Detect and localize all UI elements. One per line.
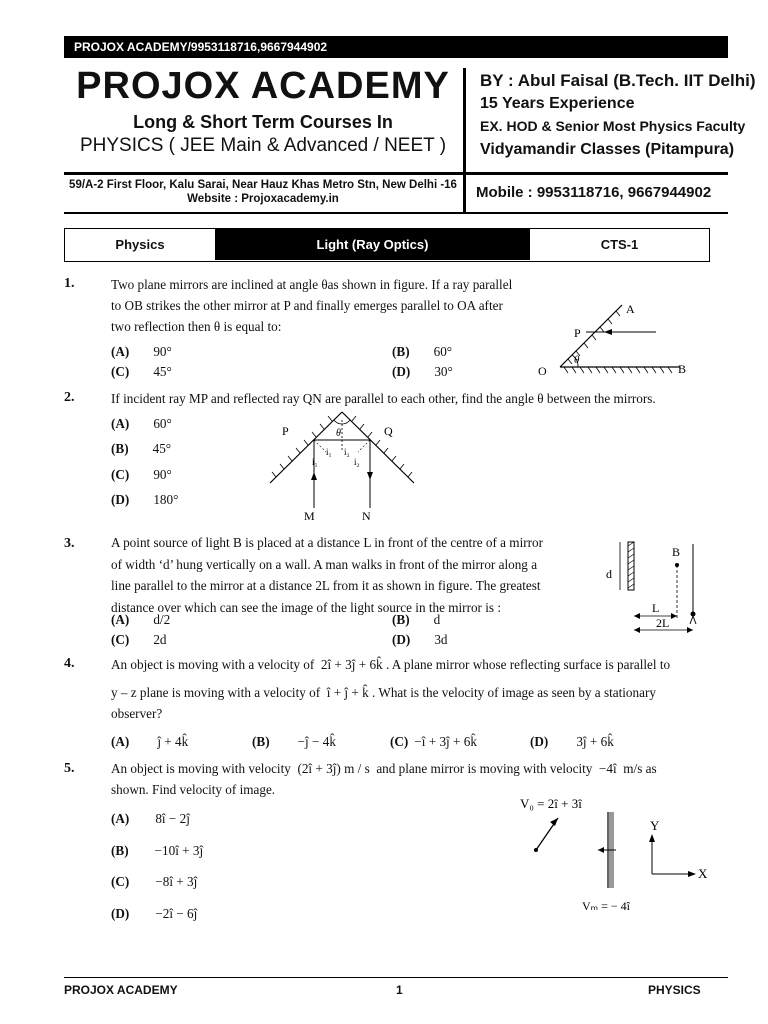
option-b[interactable] bbox=[111, 843, 203, 859]
text-line: of width ‘d’ hung vertically on a wall. A man walks in front of the mirror along a bbox=[111, 556, 538, 572]
q3-figure bbox=[600, 538, 720, 638]
option-c[interactable] bbox=[111, 632, 167, 648]
text-line: line parallel to the mirror at a distance 2L from it as shown in figure. The greatest bbox=[111, 578, 541, 593]
option-label: (A) bbox=[111, 612, 130, 627]
option-a[interactable] bbox=[111, 344, 172, 360]
label-o: O bbox=[538, 364, 547, 378]
option-a[interactable] bbox=[111, 734, 188, 750]
faculty-name: BY : Abul Faisal (B.Tech. IIT Delhi) bbox=[480, 71, 756, 90]
q1-figure bbox=[530, 295, 700, 380]
question-number: 1. bbox=[64, 276, 75, 291]
option-label: (D) bbox=[392, 364, 411, 379]
label-q: Q bbox=[384, 424, 393, 438]
topic-bar bbox=[64, 228, 710, 262]
option-c[interactable] bbox=[111, 364, 172, 380]
option-d[interactable] bbox=[392, 364, 453, 380]
option-label: (B) bbox=[252, 734, 270, 749]
text-line: to OB strikes the other mirror at P and finally emerges parallel to OA after bbox=[111, 298, 503, 313]
question-number: 3. bbox=[64, 536, 75, 551]
option-label: (A) bbox=[111, 416, 130, 431]
label-i2: i₂ bbox=[344, 447, 350, 457]
label-theta: θ bbox=[574, 354, 580, 366]
option-label: (B) bbox=[111, 843, 129, 858]
option-label: (B) bbox=[392, 344, 410, 359]
label-i2: i₂ bbox=[354, 457, 360, 467]
option-value: 60° bbox=[433, 344, 453, 359]
address-block bbox=[64, 178, 462, 206]
option-c[interactable] bbox=[390, 734, 477, 750]
question-text bbox=[111, 274, 561, 337]
option-d[interactable] bbox=[111, 906, 197, 922]
top-banner: PROJOX ACADEMY/9953118716,9667944902 bbox=[64, 36, 728, 58]
option-value: −8î + 3ĵ bbox=[155, 874, 198, 889]
label-2l: 2L bbox=[656, 616, 670, 630]
option-value: 45° bbox=[152, 441, 172, 456]
text-line: two reflection then θ is equal to: bbox=[111, 319, 282, 334]
text-line bbox=[111, 758, 726, 779]
text-line: observer? bbox=[111, 706, 163, 721]
option-label: (D) bbox=[530, 734, 549, 749]
mobile-numbers: Mobile : 9953118716, 9667944902 bbox=[476, 184, 712, 201]
vector: î + ĵ + k̂ bbox=[326, 685, 369, 700]
topic-label: Light (Ray Optics) bbox=[216, 229, 529, 260]
option-value: ĵ + 4k̂ bbox=[157, 734, 189, 749]
option-value: d bbox=[433, 612, 441, 627]
text: . What is the velocity of image as seen by a stationary bbox=[372, 685, 656, 700]
label-x: X bbox=[698, 866, 708, 881]
option-label: (C) bbox=[111, 364, 130, 379]
option-label: (A) bbox=[111, 734, 130, 749]
faculty-role: EX. HOD & Senior Most Physics Faculty bbox=[480, 118, 746, 134]
text-line: A point source of light B is placed at a distance L in front of the centre of a mirror bbox=[111, 535, 543, 550]
label-v0: V₀ = 2î + 3î bbox=[520, 796, 582, 811]
vector: −4î bbox=[599, 761, 617, 776]
header-bottom-rule bbox=[64, 212, 728, 214]
text: An object is moving with velocity bbox=[111, 761, 291, 776]
text: . A plane mirror whose reflecting surface is parallel to bbox=[385, 657, 671, 672]
label-l: L bbox=[652, 601, 660, 615]
label-b: B bbox=[672, 545, 681, 559]
brand-courses: Long & Short Term Courses In bbox=[133, 112, 393, 132]
label-theta: θ bbox=[336, 428, 341, 439]
label-a: A bbox=[626, 302, 635, 316]
question-number: 4. bbox=[64, 656, 75, 671]
label-m: M bbox=[304, 509, 315, 523]
option-value: 30° bbox=[434, 364, 453, 379]
website: Website : Projoxacademy.in bbox=[187, 193, 339, 205]
question-number: 2. bbox=[64, 390, 75, 405]
label-i1: i₁ bbox=[312, 457, 318, 467]
q5-figure bbox=[512, 790, 712, 920]
option-value: −ĵ − 4k̂ bbox=[297, 734, 336, 749]
vector: 2î + 3ĵ + 6k̂ bbox=[320, 657, 383, 672]
text: and plane mirror is moving with velocity bbox=[376, 761, 593, 776]
text-line: distance over which can see the image of the light source in the mirror is : bbox=[111, 599, 502, 615]
address: 59/A-2 First Floor, Kalu Sarai, Near Hauz Khas Metro Stn, New Delhi -16 bbox=[69, 179, 457, 191]
option-b[interactable] bbox=[252, 734, 336, 750]
option-value: 90° bbox=[153, 467, 172, 482]
vector: (2î + 3ĵ) m / s bbox=[297, 761, 370, 776]
text-line bbox=[111, 682, 731, 703]
text-line: Two plane mirrors are inclined at angle θas shown in figure. If a ray parallel bbox=[111, 277, 513, 292]
question-text bbox=[111, 388, 731, 409]
header-divider bbox=[463, 68, 466, 214]
option-label: (C) bbox=[111, 467, 130, 482]
label-b: B bbox=[678, 362, 687, 376]
option-label: (D) bbox=[111, 492, 130, 507]
option-value: 3ĵ + 6k̂ bbox=[576, 734, 614, 749]
option-value: 3d bbox=[434, 632, 448, 647]
label-p: P bbox=[282, 424, 289, 438]
text-line: shown. Find velocity of image. bbox=[111, 782, 276, 797]
option-label: (D) bbox=[111, 906, 130, 921]
footer-rule bbox=[64, 977, 728, 978]
footer-right: PHYSICS bbox=[648, 983, 701, 997]
page-number: 1 bbox=[396, 983, 403, 997]
question-text bbox=[111, 532, 591, 618]
label-p: P bbox=[574, 326, 581, 340]
label-n: N bbox=[362, 509, 371, 523]
option-label: (D) bbox=[392, 632, 411, 647]
label-d: d bbox=[606, 567, 612, 581]
option-a[interactable] bbox=[111, 416, 172, 432]
option-c[interactable] bbox=[111, 874, 197, 890]
option-value: 60° bbox=[153, 416, 172, 431]
faculty-institute: Vidyamandir Classes (Pitampura) bbox=[480, 141, 735, 158]
subject-label: Physics bbox=[65, 229, 216, 260]
option-b[interactable] bbox=[392, 344, 452, 360]
label-i1: i₁ bbox=[326, 447, 332, 457]
option-value: 90° bbox=[153, 344, 172, 359]
option-a[interactable] bbox=[111, 612, 170, 628]
text: m/s as bbox=[623, 761, 657, 776]
option-label: (B) bbox=[392, 612, 410, 627]
option-b[interactable] bbox=[111, 441, 171, 457]
option-value: d/2 bbox=[153, 612, 171, 627]
label-y: Y bbox=[650, 818, 660, 833]
option-value: 8î − 2ĵ bbox=[155, 811, 190, 826]
brand-subjects: PHYSICS ( JEE Main & Advanced / NEET ) bbox=[79, 135, 447, 156]
option-d[interactable] bbox=[530, 734, 614, 750]
footer-left: PROJOX ACADEMY bbox=[64, 983, 178, 997]
text-line: If incident ray MP and reflected ray QN are parallel to each other, find the angle θ between the mirrors. bbox=[111, 391, 656, 406]
option-value: 2d bbox=[153, 632, 167, 647]
option-d[interactable] bbox=[111, 492, 178, 508]
option-b[interactable] bbox=[392, 612, 440, 628]
test-code: CTS-1 bbox=[529, 229, 709, 260]
option-label: (A) bbox=[111, 344, 130, 359]
option-label: (A) bbox=[111, 811, 130, 826]
question-text bbox=[111, 654, 731, 724]
text-line bbox=[111, 654, 731, 675]
label-vm: Vₘ = − 4î bbox=[582, 899, 631, 913]
option-value: 45° bbox=[153, 364, 172, 379]
option-label: (C) bbox=[111, 632, 130, 647]
text: y – z plane is moving with a velocity of bbox=[111, 685, 321, 700]
option-label: (C) bbox=[390, 734, 409, 749]
option-value: −î + 3ĵ + 6k̂ bbox=[414, 734, 477, 749]
brand-title: PROJOX ACADEMY bbox=[76, 65, 450, 107]
option-value: −2î − 6ĵ bbox=[155, 906, 198, 921]
option-c[interactable] bbox=[111, 467, 172, 483]
option-value: 180° bbox=[153, 492, 179, 507]
question-number: 5. bbox=[64, 761, 75, 776]
faculty-info bbox=[480, 70, 756, 162]
option-a[interactable] bbox=[111, 811, 190, 827]
text: An object is moving with a velocity of bbox=[111, 657, 315, 672]
option-label: (C) bbox=[111, 874, 130, 889]
header-rule bbox=[64, 172, 728, 175]
q2-figure bbox=[262, 408, 432, 524]
option-d[interactable] bbox=[392, 632, 448, 648]
option-label: (B) bbox=[111, 441, 129, 456]
faculty-experience: 15 Years Experience bbox=[480, 95, 635, 112]
brand-block bbox=[64, 64, 462, 157]
option-value: −10î + 3ĵ bbox=[154, 843, 204, 858]
